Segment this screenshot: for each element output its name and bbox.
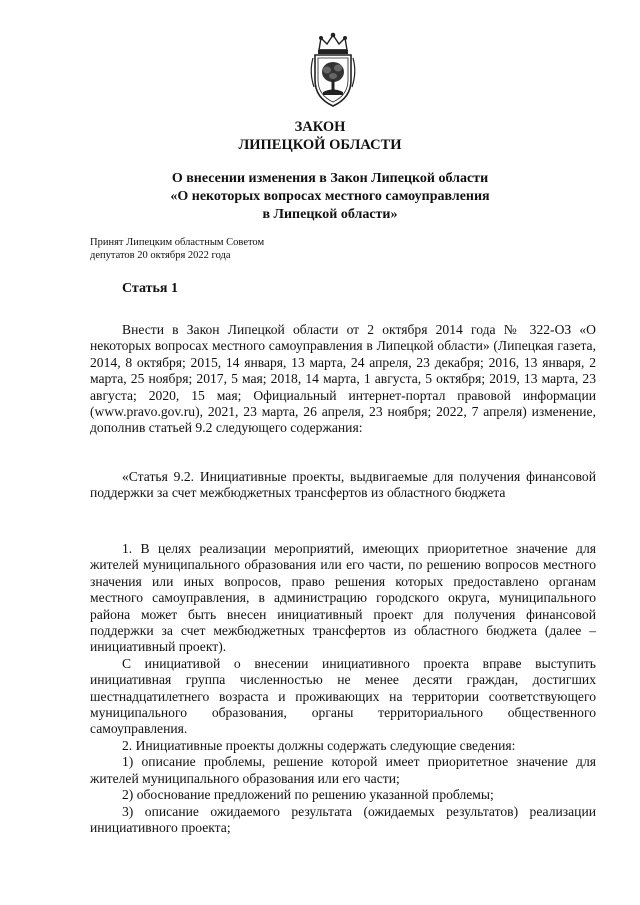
law-subtitle-line1: О внесении изменения в Закон Липецкой области: [171, 171, 489, 186]
new-article-title-block: [90, 469, 596, 502]
law-title-line1: ЗАКОН: [294, 119, 346, 135]
paragraph-5: 2) обоснование предложений по решению указанной проблемы;: [122, 787, 494, 803]
paragraph-6: 3) описание ожидаемого результата (ожидаемых результатов) реализации инициативного проекта;: [90, 803, 596, 835]
new-article-title: «Статья 9.2. Инициативные проекты, выдвигаемые для получения финансовой поддержки за счет межбюджетных трансфертов из областного бюджета: [90, 469, 596, 501]
article-body: [90, 541, 596, 836]
law-subtitle-line2: «О некоторых вопросах местного самоуправления: [170, 189, 490, 204]
article-intro-block: [90, 322, 596, 437]
adoption-note-line2: депутатов 20 октября 2022 года: [90, 250, 231, 261]
adoption-note-line1: Принят Липецким областным Советом: [90, 237, 265, 248]
law-title: [0, 118, 640, 154]
law-subtitle-line3: в Липецкой области»: [262, 207, 398, 222]
paragraph-4: 1) описание проблемы, решение которой имеет приоритетное значение для жителей муниципального образования или его части;: [90, 754, 596, 786]
article-intro-paragraph: Внести в Закон Липецкой области от 2 октября 2014 года № 322-ОЗ «О некоторых вопросах местного самоуправления в Липецкой области» (Липецкая газета, 2014, 8 октября; 2015, 14 января, 13 марта, 24 апреля, 23 декабря; 2016, 13 января, 2 марта, 25 ноября; 2017, 5 мая; 2018, 14 марта, 1 августа, 5 октября; 2019, 13 марта, 23 августа; 2020, 15 мая; Официальный интернет-портал правовой информации (www.pravo.gov.ru), 2021, 23 марта, 26 апреля, 23 ноября; 2022, 7 апреля) изменение, дополнив статьей 9.2 следующего содержания:: [90, 322, 596, 436]
adoption-note: [90, 236, 390, 262]
paragraph-2: С инициативой о внесении инициативного проекта вправе выступить инициативная группа численностью не менее десяти граждан, достигших шестнадцатилетнего возраста и проживающих на территории соответствующего муниципального образования, органы территориального общественного самоуправления.: [90, 655, 596, 737]
paragraph-3: 2. Инициативные проекты должны содержать следующие сведения:: [122, 737, 516, 753]
law-subtitle: [100, 170, 560, 224]
article-heading: Статья 1: [122, 281, 178, 296]
coat-of-arms-icon: [305, 32, 361, 110]
law-title-line2: ЛИПЕЦКОЙ ОБЛАСТИ: [238, 137, 402, 153]
paragraph-1: 1. В целях реализации мероприятий, имеющих приоритетное значение для жителей муниципального образования или его части, по решению вопросов местного значения или иных вопросов, право решения которых предоставлено органам местного самоуправления, в администрацию городского округа, муниципального района может быть внесен инициативный проект для получения финансовой поддержки за счет межбюджетных трансфертов из областного бюджета (далее – инициативный проект).: [90, 541, 596, 655]
